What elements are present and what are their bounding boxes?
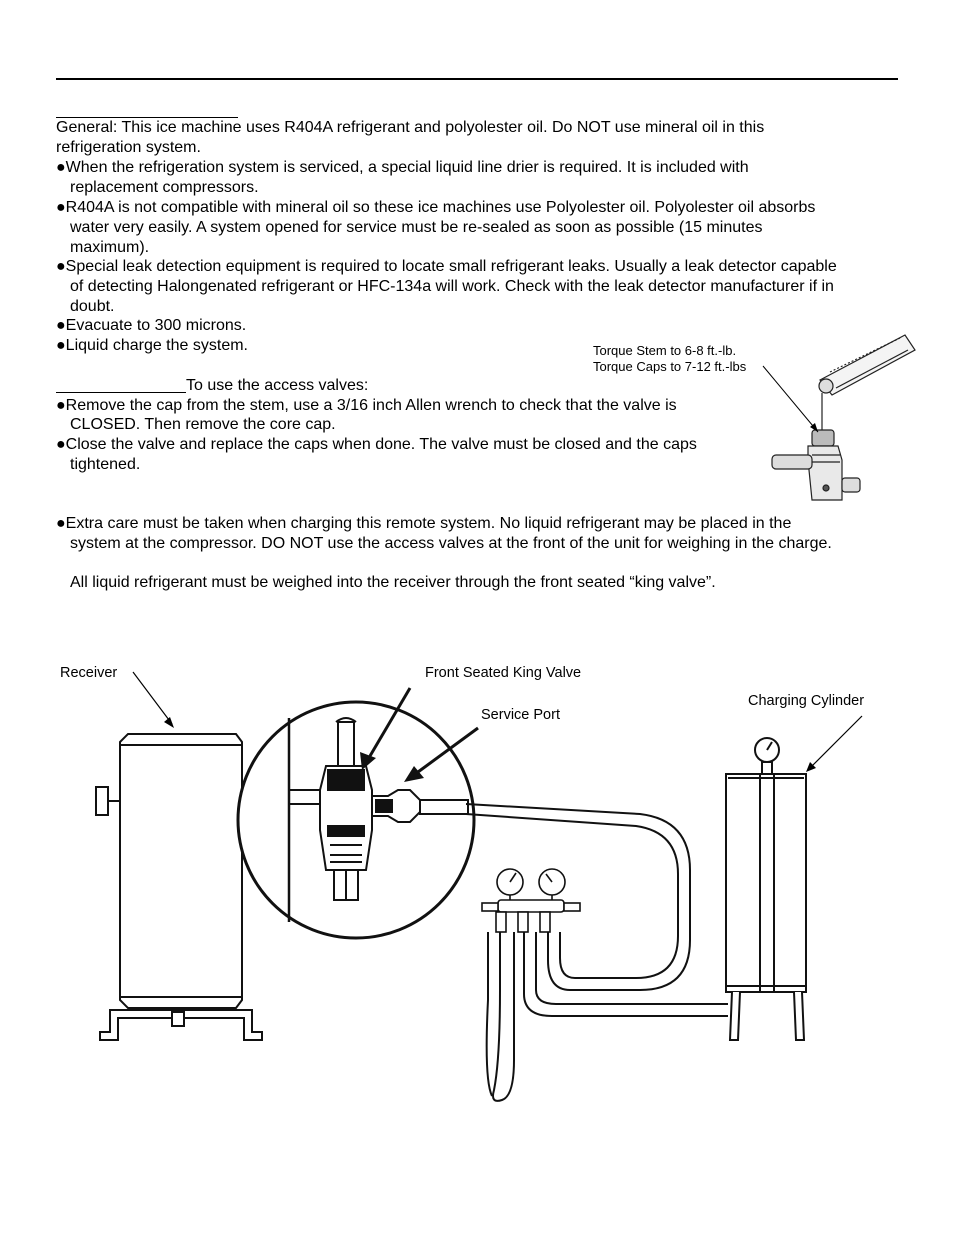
general-text-line-2: refrigeration system. (56, 139, 201, 156)
bullet-drier-line-2: replacement compressors. (70, 179, 259, 196)
torque-stem-label: Torque Stem to 6-8 ft.-lb. (593, 343, 737, 358)
bullet-leak-line-3: doubt. (70, 298, 115, 315)
torque-caps-label: Torque Caps to 7-12 ft.-lbs (593, 359, 747, 374)
general-text-line-1: General: This ice machine uses R404A refrigerant and polyolester oil. Do NOT use mineral oil in this (56, 119, 765, 136)
manifold-gauge-set (482, 869, 580, 932)
bullet-leak-line-1: ●Special leak detection equipment is required to locate small refrigerant leaks. Usually a leak detector capable (56, 258, 837, 275)
service-port-label: Service Port (481, 707, 560, 723)
charging-text-line-1: ●Extra care must be taken when charging this remote system. No liquid refrigerant may be placed in the (56, 515, 792, 532)
charging-text-line-3: All liquid refrigerant must be weighed into the receiver through the front seated “king valve”. (70, 574, 716, 591)
access-bullet-2-line-1: ●Close the valve and replace the caps when done. The valve must be closed and the caps (56, 436, 697, 453)
access-bullet-2-line-2: tightened. (70, 456, 141, 473)
access-bullet-1-line-1: ●Remove the cap from the stem, use a 3/16 inch Allen wrench to check that the valve is (56, 397, 677, 414)
receiver-tank (120, 734, 242, 1008)
bullet-drier-line-1: ●When the refrigeration system is serviced, a special liquid line drier is required. It is included with (56, 159, 749, 176)
bullet-liquid-charge: ●Liquid charge the system. (56, 337, 248, 354)
charging-cylinder (726, 738, 806, 1040)
bullet-oil-line-3: maximum). (70, 239, 150, 256)
bullet-leak-line-2: of detecting Halongenated refrigerant or HFC-134a will work. Check with the leak detector manufacturer if in (70, 278, 834, 295)
bullet-evacuate: ●Evacuate to 300 microns. (56, 317, 247, 334)
charging-text-line-2: system at the compressor. DO NOT use the access valves at the front of the unit for weighing in the charge. (70, 535, 832, 552)
receiver-label: Receiver (60, 665, 118, 681)
bullet-oil-line-1: ●R404A is not compatible with mineral oil so these ice machines use Polyolester oil. Polyolester oil absorbs (56, 199, 816, 216)
charging-cylinder-label: Charging Cylinder (748, 693, 865, 709)
king-valve-label: Front Seated King Valve (425, 665, 582, 681)
access-bullet-1-line-2: CLOSED. Then remove the core cap. (70, 416, 336, 433)
bullet-oil-line-2: water very easily. A system opened for service must be re-sealed as soon as possible (15 minutes (70, 219, 763, 236)
access-intro: To use the access valves: (186, 377, 369, 394)
